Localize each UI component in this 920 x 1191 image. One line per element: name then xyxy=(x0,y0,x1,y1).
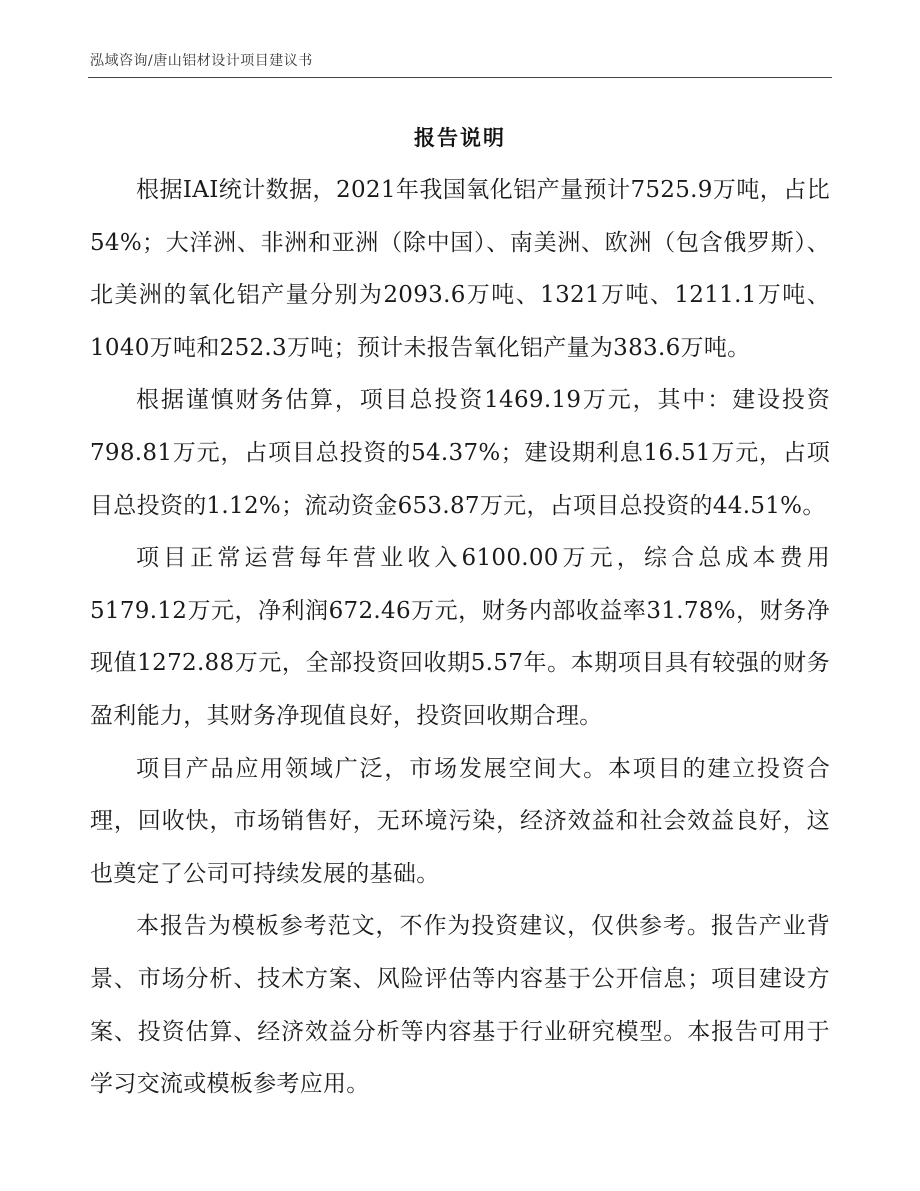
paragraph-investment-estimate: 根据谨慎财务估算，项目总投资1469.19万元，其中：建设投资798.81万元，占项目总投资的54.37%；建设期利息16.51万元，占项目总投资的1.12%；流动资金653.87万元，占项目总投资的44.51%。 xyxy=(90,387,830,519)
paragraph-market-outlook: 项目产品应用领域广泛，市场发展空间大。本项目的建立投资合理，回收快，市场销售好，无环境污染，经济效益和社会效益良好，这也奠定了公司可持续发展的基础。 xyxy=(90,755,830,887)
paragraph-production-stats: 根据IAI统计数据，2021年我国氧化铝产量预计7525.9万吨，占比54%；大洋洲、非洲和亚洲（除中国）、南美洲、欧洲（包含俄罗斯）、北美洲的氧化铝产量分别为2093.6万吨、1321万吨、1211.1万吨、1040万吨和252.3万吨；预计未报告氧化铝产量为383.6万吨。 xyxy=(90,177,830,361)
header-divider xyxy=(88,77,832,78)
report-body xyxy=(90,164,830,1111)
paragraph-financial-returns: 项目正常运营每年营业收入6100.00万元，综合总成本费用5179.12万元，净利润672.46万元，财务内部收益率31.78%，财务净现值1272.88万元，全部投资回收期5.57年。本期项目具有较强的财务盈利能力，其财务净现值良好，投资回收期合理。 xyxy=(90,545,830,729)
paragraph-disclaimer: 本报告为模板参考范文，不作为投资建议，仅供参考。报告产业背景、市场分析、技术方案、风险评估等内容基于公开信息；项目建设方案、投资估算、经济效益分析等内容基于行业研究模型。本报告可用于学习交流或模板参考应用。 xyxy=(90,913,830,1098)
running-header: 泓域咨询/唐山铝材设计项目建议书 xyxy=(90,53,313,69)
page-title: 报告说明 xyxy=(414,125,506,150)
